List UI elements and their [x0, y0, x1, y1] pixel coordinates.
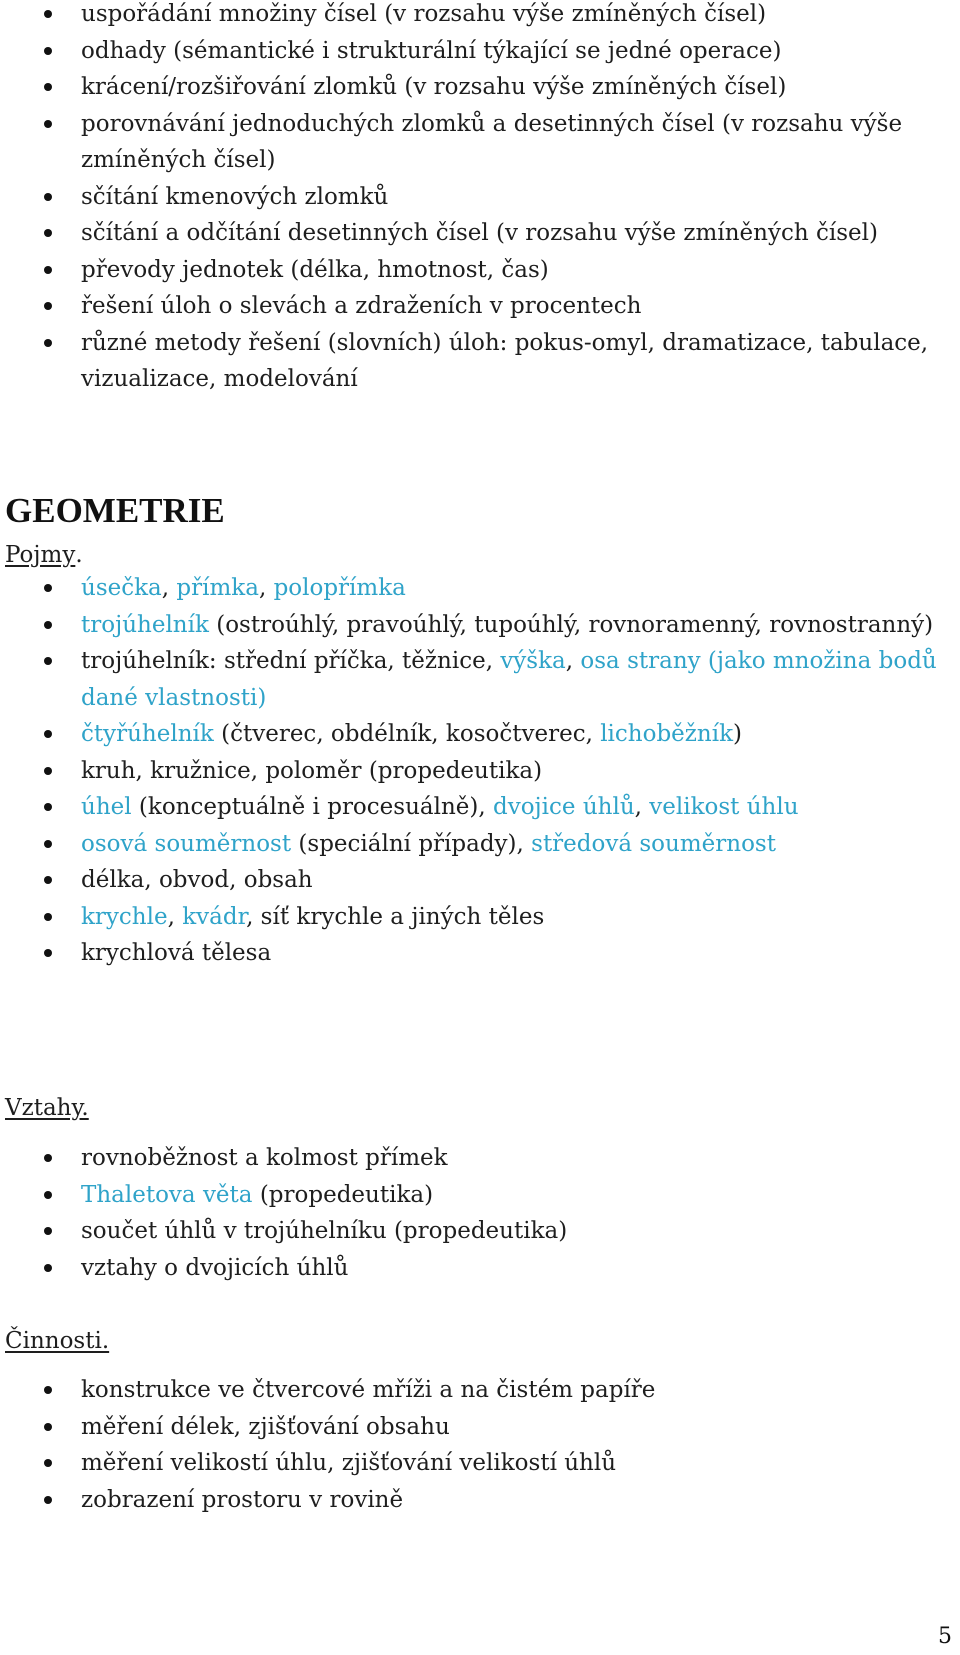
list-item [0, 753, 960, 790]
link[interactable]: osová souměrnost [81, 830, 292, 857]
list-item [0, 643, 960, 716]
text: , [161, 575, 177, 601]
vztahy-heading: Vztahy. [5, 1095, 89, 1121]
text: (čtverec, obdélník, kosočtverec, [213, 721, 601, 747]
text: součet úhlů v trojúhelníku (propedeutika) [81, 1218, 568, 1244]
link[interactable]: středová souměrnost [531, 830, 776, 857]
list-item [0, 1140, 960, 1177]
text: (speciální případy), [291, 830, 532, 857]
pojmy-heading [5, 540, 83, 570]
list-item: měření délek, zjišťování obsahu [0, 1409, 960, 1446]
text: , [167, 903, 183, 930]
list-item [0, 899, 960, 936]
pojmy-heading-period: . [75, 542, 83, 568]
list-item [0, 570, 960, 607]
list-item [0, 789, 960, 826]
list-item [0, 935, 960, 972]
list-item: sčítání a odčítání desetinných čísel (v rozsahu výše zmíněných čísel) [0, 215, 960, 252]
text: (ostroúhlý, pravoúhlý, tupoúhlý, rovnoramenný, rovnostranný) [208, 611, 934, 638]
link[interactable]: výška [500, 648, 566, 674]
list-item [0, 862, 960, 899]
list-item [0, 1250, 960, 1287]
list-item [0, 826, 960, 863]
list-item: zobrazení prostoru v rovině [0, 1482, 960, 1519]
link[interactable]: krychle [81, 903, 168, 930]
pojmy-list [0, 570, 960, 972]
list-item: řešení úloh o slevách a zdraženích v procentech [0, 288, 960, 325]
link[interactable]: velikost úhlu [649, 794, 799, 820]
link[interactable]: kvádr [182, 903, 247, 930]
list-item [0, 1213, 960, 1250]
link[interactable]: polopřímka [273, 575, 406, 601]
list-item [0, 1177, 960, 1214]
link[interactable]: úhel [81, 794, 132, 820]
text: (konceptuálně i procesuálně), [131, 794, 493, 820]
text: rovnoběžnost a kolmost přímek [81, 1145, 448, 1171]
list-item: sčítání kmenových zlomků [0, 179, 960, 216]
vztahy-list [0, 1140, 960, 1286]
text: délka, obvod, obsah [81, 867, 313, 893]
text: (propedeutika) [252, 1181, 434, 1208]
list-item: konstrukce ve čtvercové mříži a na čistém papíře [0, 1372, 960, 1409]
link[interactable]: přímka [176, 575, 259, 601]
text: ) [733, 721, 742, 747]
link[interactable]: trojúhelník [81, 611, 209, 638]
section-title: GEOMETRIE [5, 491, 225, 530]
pojmy-heading-text: Pojmy [5, 542, 76, 568]
list-item: odhady (sémantické i strukturální týkající se jedné operace) [0, 33, 960, 70]
list-item [0, 716, 960, 753]
page-number: 5 [938, 1624, 952, 1649]
list-item [0, 607, 960, 644]
cinnosti-list [0, 1372, 960, 1518]
top-bullet-list [0, 0, 960, 398]
list-item: měření velikostí úhlu, zjišťování velikostí úhlů [0, 1445, 960, 1482]
list-item: různé metody řešení (slovních) úloh: pokus-omyl, dramatizace, tabulace, vizualizace, modelování [0, 325, 960, 398]
link[interactable]: osa strany (jako množina bodů dané vlastnosti) [81, 648, 937, 711]
text: , [258, 575, 274, 601]
link[interactable]: čtyřúhelník [81, 721, 214, 747]
text: , síť krychle a jiných těles [246, 903, 545, 930]
list-item: uspořádání množiny čísel (v rozsahu výše zmíněných čísel) [0, 0, 960, 33]
text: vztahy o dvojicích úhlů [81, 1254, 349, 1281]
link[interactable]: lichoběžník [600, 721, 734, 747]
text: trojúhelník: střední příčka, těžnice, [81, 648, 501, 674]
text: krychlová tělesa [81, 940, 272, 966]
text: kruh, kružnice, poloměr (propedeutika) [81, 757, 543, 784]
text: , [565, 648, 581, 674]
list-item: porovnávání jednoduchých zlomků a desetinných čísel (v rozsahu výše zmíněných čísel) [0, 106, 960, 179]
text: , [634, 794, 650, 820]
link[interactable]: Thaletova věta [81, 1181, 253, 1208]
link[interactable]: dvojice úhlů [492, 794, 635, 820]
cinnosti-heading: Činnosti. [5, 1328, 110, 1354]
link[interactable]: úsečka [81, 575, 162, 601]
list-item: převody jednotek (délka, hmotnost, čas) [0, 252, 960, 289]
list-item: krácení/rozšiřování zlomků (v rozsahu výše zmíněných čísel) [0, 69, 960, 106]
